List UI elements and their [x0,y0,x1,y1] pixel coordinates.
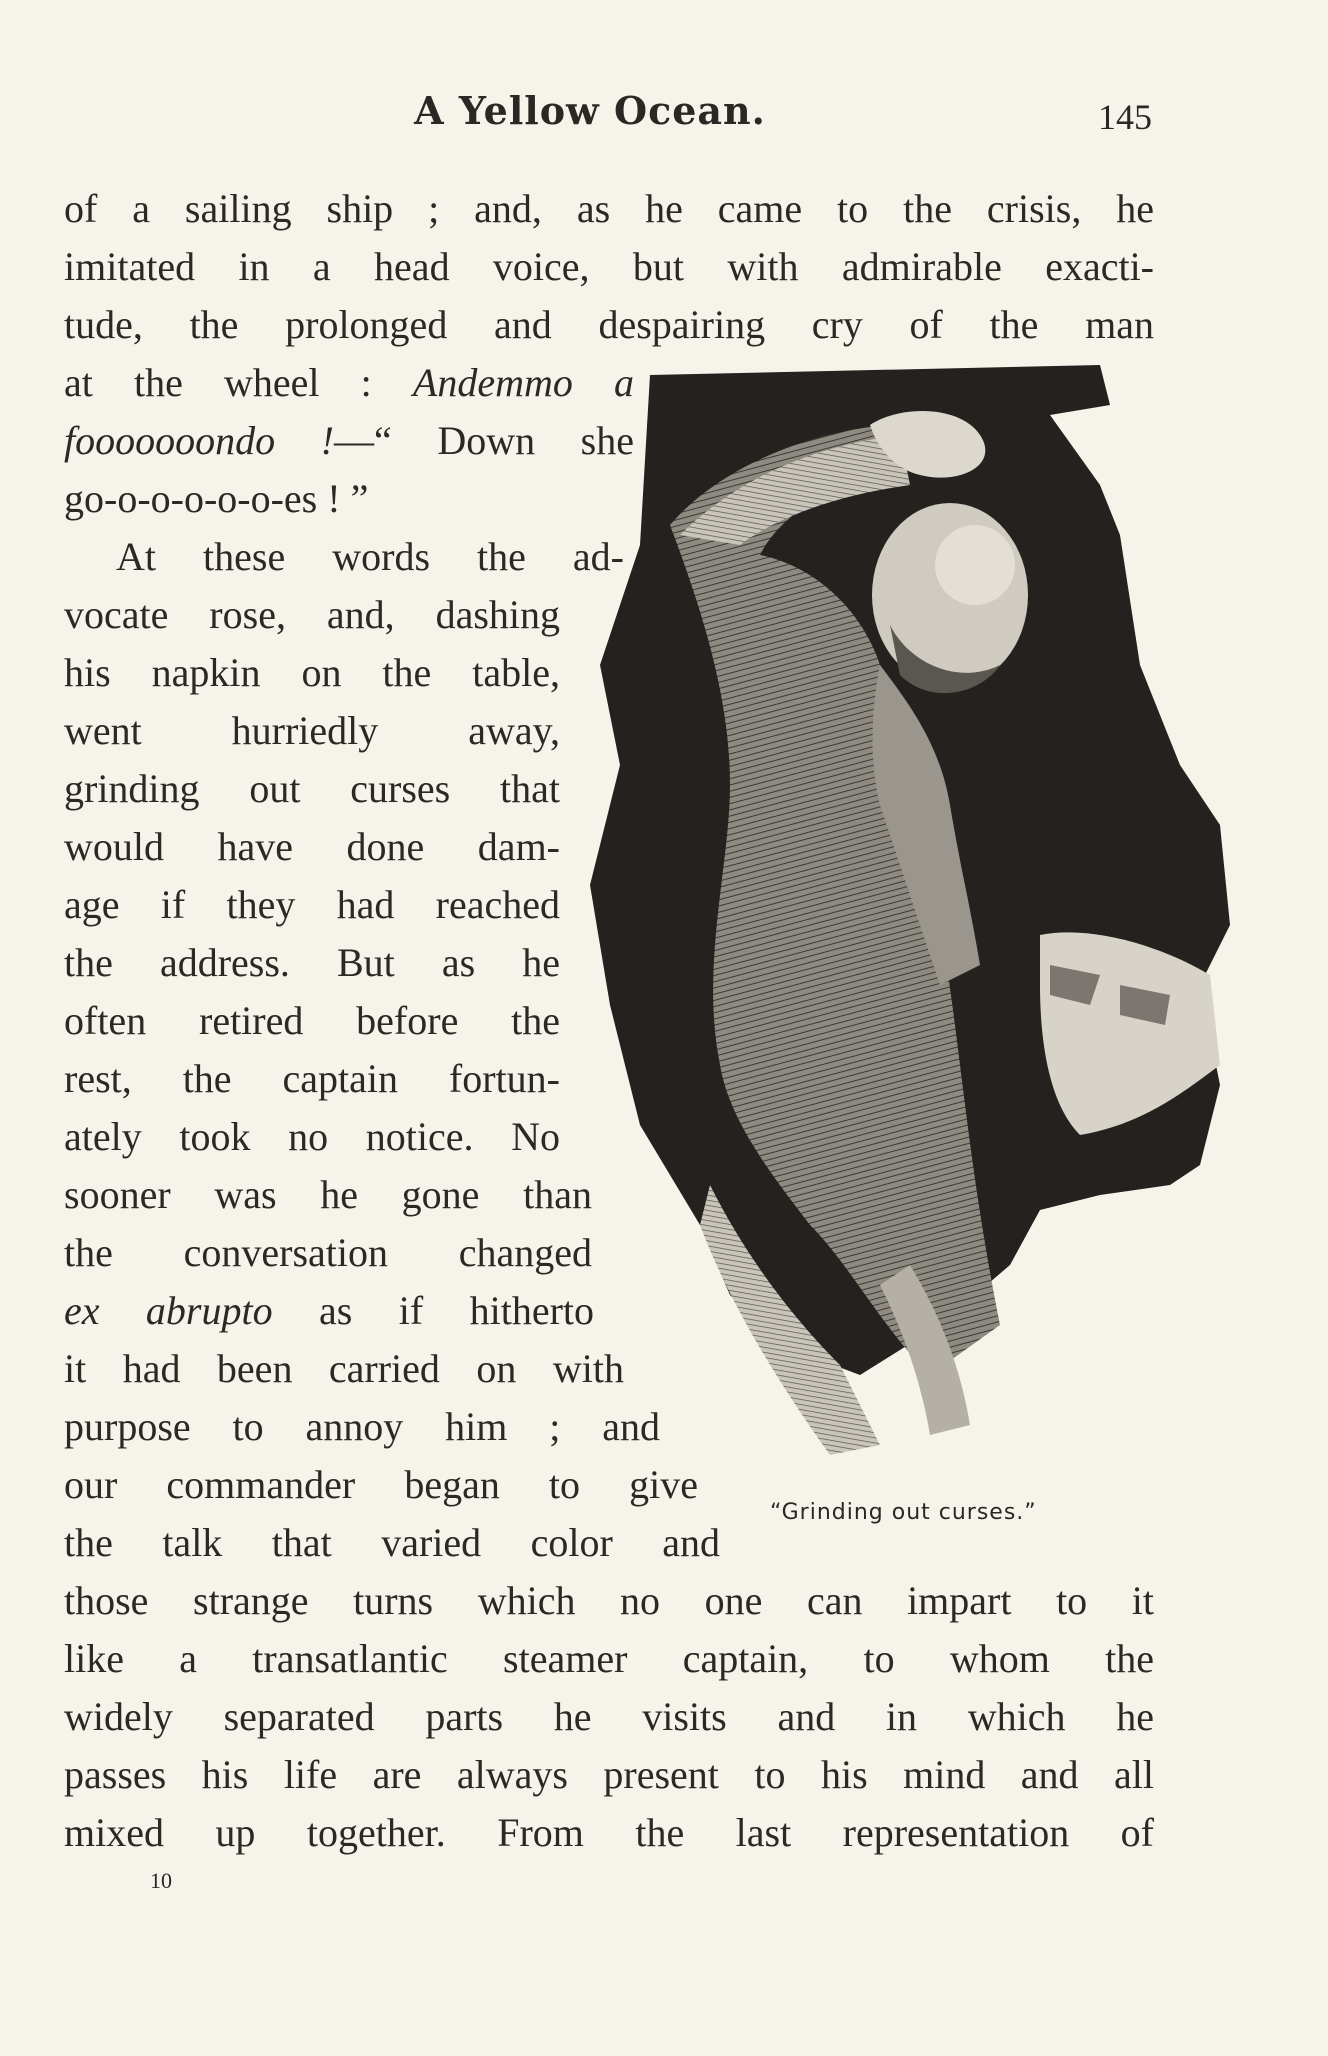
text-line: the address. But as he [64,940,560,985]
engraving-illustration [580,365,1240,1480]
text-line: passes his life are always present to his mind and all [64,1752,1154,1797]
text-line: mixed up together. From the last representation of [64,1810,1154,1855]
text-line: purpose to annoy him ; and [64,1404,660,1449]
text-line: like a transatlantic steamer captain, to whom the [64,1636,1154,1681]
text-line: widely separated parts he visits and in which he [64,1694,1154,1739]
text-line: ex abrupto as if hitherto [64,1288,595,1333]
text-line: it had been carried on with [64,1346,624,1391]
text-line: age if they had reached [64,882,560,927]
text-line: went hurriedly away, [64,708,560,753]
text-line: of a sailing ship ; and, as he came to the crisis, he [64,186,1154,231]
text-line: go-o-o-o-o-o-es ! ” [64,476,369,521]
illustration-caption: “Grinding out curses.” [770,1500,1037,1525]
text-line: would have done dam- [64,824,560,869]
text-line: tude, the prolonged and despairing cry of the man [64,302,1154,347]
text-line: fooooooondo !—“ Down she [64,418,634,463]
text-line: imitated in a head voice, but with admirable exacti- [64,244,1154,289]
text-line: those strange turns which no one can impart to it [64,1578,1154,1623]
text-line: often retired before the [64,998,560,1043]
text-line: the conversation changed [64,1230,592,1275]
text-line: at the wheel : Andemmo a [64,360,635,405]
text-line: the talk that varied color and [64,1520,720,1565]
text-line: rest, the captain fortun- [64,1056,560,1101]
text-line: his napkin on the table, [64,650,560,695]
text-line: ately took no notice. No [64,1114,560,1159]
text-line: sooner was he gone than [64,1172,592,1217]
text-line: grinding out curses that [64,766,560,811]
running-head: A Yellow Ocean. [414,88,766,133]
text-line: vocate rose, and, dashing [64,592,560,637]
page-number: 145 [1098,97,1152,137]
text-line: At these words the ad- [116,534,624,579]
signature-mark: 10 [150,1868,172,1893]
text-line: our commander began to give [64,1462,698,1507]
